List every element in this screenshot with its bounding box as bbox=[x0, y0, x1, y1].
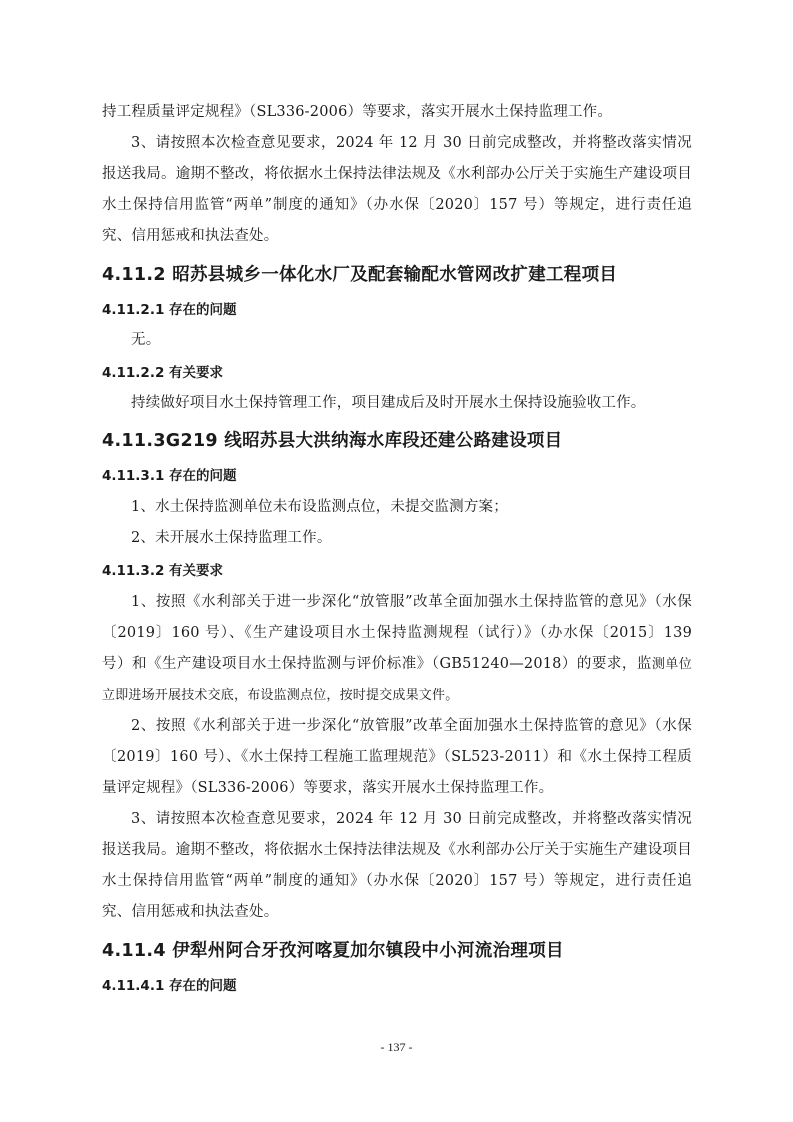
heading-4-11-4: 4.11.4 伊犁州阿合牙孜河喀夏加尔镇段中小河流治理项目 bbox=[102, 941, 564, 961]
heading-4-11-2: 4.11.2 昭苏县城乡一体化水厂及配套输配水管网改扩建工程项目 bbox=[102, 265, 618, 285]
heading-4-11-3-2: 4.11.3.2 有关要求 bbox=[102, 563, 224, 579]
requirement-1-tail-text: 测单位立即进场开展技术交底，布设监测点位，按时提交成果文件。 bbox=[102, 657, 692, 703]
heading-4-11-4-1: 4.11.4.1 存在的问题 bbox=[102, 978, 237, 994]
paragraph-continuation: 持工程质量评定规程》（SL336-2006）等要求，落实开展水土保持监理工作。 bbox=[102, 104, 613, 120]
page-number: - 137 - bbox=[380, 1040, 413, 1054]
heading-4-11-3: 4.11.3G219 线昭苏县大洪纳海水库段还建公路建设项目 bbox=[102, 431, 563, 451]
paragraph-requirement-2: 2、按照《水利部关于进一步深化“放管服”改革全面加强水土保持监管的意见》（水保〔2019〕160 号）、《水土保持工程施工监理规范》（SL523-2011）和《水土保持工程质量评定规程》（SL336-2006）等要求，落实开展水土保持监理工作。 bbox=[102, 718, 692, 796]
heading-4-11-3-1: 4.11.3.1 存在的问题 bbox=[102, 468, 237, 484]
requirement-1-main-text: 1、按照《水利部关于进一步深化“放管服”改革全面加强水土保持监管的意见》（水保〔2019〕160 号）、《生产建设项目水土保持监测规程（试行）》（办水保〔2015〕139 号）和《生产建设项目水土保持监测与评价标准》（GB51240—2018）的要求，监 bbox=[102, 594, 692, 672]
paragraph-issue-1: 1、水土保持监测单位未布设监测点位，未提交监测方案； bbox=[131, 499, 508, 515]
paragraph-continue-management: 持续做好项目水土保持管理工作，项目建成后及时开展水土保持设施验收工作。 bbox=[131, 395, 646, 411]
paragraph-requirement-1 bbox=[102, 587, 692, 711]
paragraph-requirement-3: 3、请按照本次检查意见要求，2024 年 12 月 30 日前完成整改，并将整改落实情况报送我局。逾期不整改，将依据水土保持法律法规及《水利部办公厅关于实施生产建设项目水土保持信用监管“两单”制度的通知》（办水保〔2020〕157 号）等规定，进行责任追究、信用惩戒和执法查处。 bbox=[102, 811, 692, 920]
paragraph-rectification-deadline: 3、请按照本次检查意见要求，2024 年 12 月 30 日前完成整改，并将整改落实情况报送我局。逾期不整改，将依据水土保持法律法规及《水利部办公厅关于实施生产建设项目水土保持信用监管“两单”制度的通知》（办水保〔2020〕157 号）等规定，进行责任追究、信用惩戒和执法查处。 bbox=[102, 135, 692, 244]
heading-4-11-2-2: 4.11.2.2 有关要求 bbox=[102, 365, 224, 381]
paragraph-issue-2: 2、未开展水土保持监理工作。 bbox=[131, 530, 332, 546]
heading-4-11-2-1: 4.11.2.1 存在的问题 bbox=[102, 302, 237, 318]
paragraph-none: 无。 bbox=[131, 332, 161, 348]
